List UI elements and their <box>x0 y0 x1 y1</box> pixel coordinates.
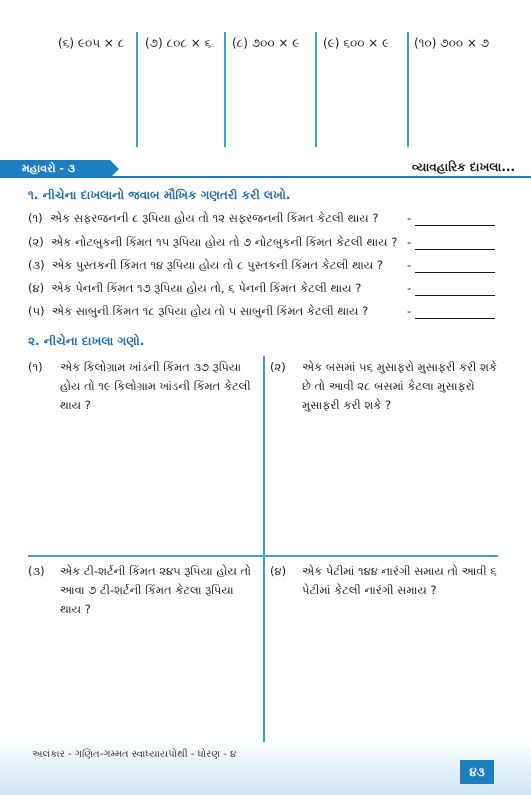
q1-row-4 <box>28 281 361 296</box>
row-number: (૧) <box>28 211 43 225</box>
cell-number: (૧) <box>28 360 43 374</box>
row-number: (૩) <box>28 258 45 272</box>
row-text: એક નોટબુકની કિંમત ૧૫ રૂપિયા હોય તો ૭ નોટબુકની કિંમત કેટલી થાય ? <box>51 235 398 249</box>
q2-cell-2 <box>270 358 500 438</box>
section-banner: મહાવરો - ૩ <box>0 160 110 178</box>
answer-blank[interactable] <box>415 295 495 296</box>
row-text: એક પેનની કિંમત ૧૭ રૂપિયા હોય તો, ૬ પેનની કિંમત કેટલી થાય ? <box>51 281 362 295</box>
top-cell-8: (૮) ૭૦૦ × ૯ <box>232 36 300 50</box>
top-cell-7: (૭) ૮૦૮ × ૬ <box>145 36 212 50</box>
answer-dash: - <box>407 258 412 272</box>
q1-heading: ૧. નીચેના દાખલાનો જવાબ મૌખિક ગણતરી કરી લખો. <box>28 188 291 202</box>
cell-number: (૩) <box>28 564 45 578</box>
q1-row-3 <box>28 258 383 273</box>
q1-row-5 <box>28 304 368 319</box>
row-number: (૪) <box>28 281 45 295</box>
answer-dash: - <box>407 235 412 249</box>
top-cell-6: (૬) ૯૦૫ × ૮ <box>58 36 125 50</box>
cell-number: (૨) <box>270 360 286 374</box>
cell-text: એક પેટીમાં ૧૪૪ નારંગી સમાય તો આવી ૬ પેટીમાં કેટલી નારંગી સમાય ? <box>302 564 497 597</box>
row-text: એક સાબુની કિંમત ૧૮ રૂપિયા હોય તો ૫ સાબુની કિંમત કેટલી થાય ? <box>51 304 369 318</box>
q2-cell-1 <box>28 358 256 438</box>
q1-row-2 <box>28 235 397 250</box>
grid-horizontal-divider <box>28 555 498 557</box>
top-divider <box>224 32 226 147</box>
cell-text: એક ટી-શર્ટની કિંમત ૨૪૫ રૂપિયા હોય તો આવા ૭ ટી-શર્ટની કિંમત કેટલા રૂપિયા થાય ? <box>60 564 252 616</box>
top-divider <box>315 32 317 147</box>
cell-number: (૪) <box>270 564 287 578</box>
answer-blank[interactable] <box>415 225 495 226</box>
top-cell-9: (૯) ૬૦૦ × ૯ <box>323 36 390 50</box>
answer-dash: - <box>407 304 412 318</box>
q1-row-1 <box>28 211 378 226</box>
answer-dash: - <box>407 281 412 295</box>
section-title: વ્યાવહારિક દાખલા... <box>411 160 515 174</box>
row-number: (૫) <box>28 304 45 318</box>
q2-cell-3 <box>28 562 256 642</box>
page-number: ૪૩ <box>460 760 494 784</box>
cell-text: એક કિલોગ્રામ ખાંડની કિંમત ૩૭ રૂપિયા હોય તો ૧૯ કિલોગ્રામ ખાંડની કિંમત કેટલી થાય ? <box>60 360 251 412</box>
row-text: એક સફરજનની ૮ રૂપિયા હોય તો ૧૨ સફરજનની કિંમત કેટલી થાય ? <box>49 211 379 225</box>
answer-blank[interactable] <box>415 272 495 273</box>
row-text: એક પુસ્તકની કિંમત ૧૪ રૂપિયા હોય તો ૮ પુસ્તકની કિંમત કેટલી થાય ? <box>51 258 383 272</box>
top-divider <box>407 32 409 147</box>
row-number: (૨) <box>28 235 44 249</box>
q2-heading: ૨. નીચેના દાખલા ગણો. <box>28 334 145 348</box>
answer-dash: - <box>407 211 412 225</box>
q2-cell-4 <box>270 562 500 642</box>
answer-blank[interactable] <box>415 249 495 250</box>
cell-text: એક બસમાં ૫૬ મુસાફરો મુસાફરી કરી શકે છે તો આવી ૨૮ બસમાં કેટલા મુસાફરો મુસાફરી કરી શકે ? <box>302 360 497 412</box>
top-cell-10: (૧૦) ૭૦૦ × ૭ <box>414 36 490 50</box>
footer-text: અલંકાર - ગણિત-ગમ્મત સ્વાધ્યાયપોથી - ધોરણ - ૪ <box>32 749 237 760</box>
section-rule <box>0 176 531 178</box>
top-divider <box>136 32 138 147</box>
answer-blank[interactable] <box>415 318 495 319</box>
